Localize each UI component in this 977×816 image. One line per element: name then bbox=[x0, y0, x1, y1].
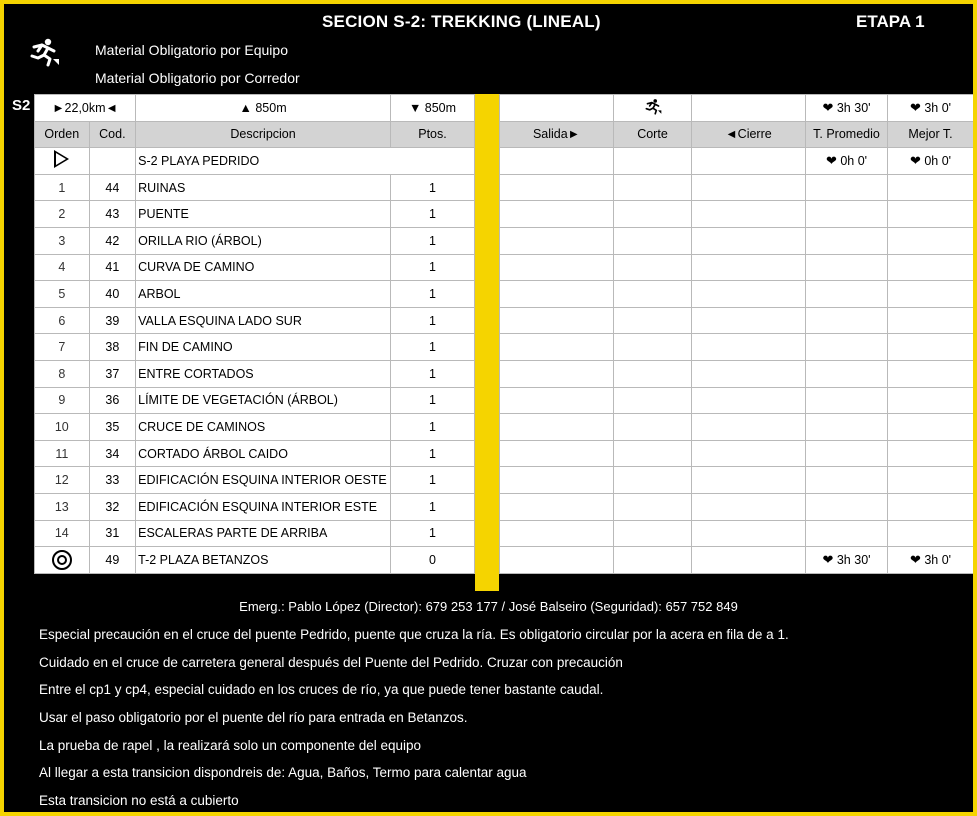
timing-cell bbox=[692, 254, 806, 281]
timing-row bbox=[500, 334, 974, 361]
timing-cell bbox=[806, 254, 888, 281]
ascent: ▲ 850m bbox=[136, 95, 391, 122]
timing-cell bbox=[500, 414, 614, 441]
heart-icon: ❤ bbox=[909, 99, 921, 115]
timing-cell bbox=[500, 307, 614, 334]
timing-cell bbox=[692, 467, 806, 494]
page-title: SECION S-2: TREKKING (LINEAL) bbox=[322, 12, 601, 31]
timing-row bbox=[500, 254, 974, 281]
timing-row bbox=[500, 493, 974, 520]
timing-cell bbox=[888, 174, 974, 201]
col-code: Cod. bbox=[89, 121, 136, 148]
col-start-time: Salida► bbox=[500, 121, 614, 148]
table-row bbox=[35, 493, 475, 520]
timing-cell bbox=[614, 254, 692, 281]
timing-cell bbox=[692, 493, 806, 520]
table-row bbox=[35, 254, 475, 281]
timing-cell bbox=[614, 467, 692, 494]
timing-cell bbox=[500, 387, 614, 414]
row-code: 34 bbox=[89, 440, 136, 467]
table-row bbox=[35, 201, 475, 228]
row-description: LÍMITE DE VEGETACIÓN (ÁRBOL) bbox=[136, 387, 391, 414]
timing-cell bbox=[692, 281, 806, 308]
row-code: 40 bbox=[89, 281, 136, 308]
timing-cell bbox=[806, 387, 888, 414]
timing-cell bbox=[888, 414, 974, 441]
heart-icon: ❤ bbox=[822, 99, 834, 115]
timing-cell bbox=[888, 493, 974, 520]
row-order: 11 bbox=[35, 440, 90, 467]
row-code: 36 bbox=[89, 387, 136, 414]
timing-row bbox=[500, 467, 974, 494]
timing-cell bbox=[888, 281, 974, 308]
note-line: Al llegar a esta transicion dispondreis de: Agua, Baños, Termo para calentar agua bbox=[39, 765, 527, 781]
row-code: 32 bbox=[89, 493, 136, 520]
timing-cell bbox=[888, 307, 974, 334]
finish-points: 0 bbox=[391, 547, 475, 574]
timing-cell bbox=[500, 360, 614, 387]
emergency-contacts: Emerg.: Pablo López (Director): 679 253 177 / José Balseiro (Seguridad): 657 752 849 bbox=[239, 599, 738, 614]
timing-cell bbox=[806, 201, 888, 228]
left-header-row bbox=[35, 121, 475, 148]
note-line: Esta transicion no está a cubierto bbox=[39, 793, 239, 809]
timing-table bbox=[499, 94, 974, 574]
timing-cell bbox=[692, 440, 806, 467]
timing-cell bbox=[500, 467, 614, 494]
timing-cell bbox=[500, 520, 614, 547]
timing-cell bbox=[500, 334, 614, 361]
timing-cell bbox=[692, 201, 806, 228]
stage-label: ETAPA 1 bbox=[856, 12, 925, 31]
material-team: Material Obligatorio por Equipo bbox=[95, 42, 288, 58]
row-code: 33 bbox=[89, 467, 136, 494]
timing-cell bbox=[614, 360, 692, 387]
timing-row bbox=[500, 414, 974, 441]
table-row bbox=[35, 334, 475, 361]
row-description: EDIFICACIÓN ESQUINA INTERIOR ESTE bbox=[136, 493, 391, 520]
timing-row bbox=[500, 307, 974, 334]
timing-cell bbox=[806, 467, 888, 494]
note-line: Entre el cp1 y cp4, especial cuidado en los cruces de río, ya que puede tener bastante caudal. bbox=[39, 682, 604, 698]
row-description: RUINAS bbox=[136, 174, 391, 201]
timing-cell bbox=[888, 387, 974, 414]
finish-icon bbox=[35, 547, 90, 574]
finish-timing-row: ❤ 3h 30' ❤ 3h 0' bbox=[500, 547, 974, 574]
descent: ▼ 850m bbox=[391, 95, 475, 122]
timing-row bbox=[500, 201, 974, 228]
timing-cell bbox=[614, 281, 692, 308]
section-code: S2 bbox=[12, 97, 31, 114]
row-points: 1 bbox=[391, 227, 475, 254]
table-row bbox=[35, 467, 475, 494]
row-description: ARBOL bbox=[136, 281, 391, 308]
timing-cell bbox=[806, 174, 888, 201]
timing-cell bbox=[806, 493, 888, 520]
note-line: Especial precaución en el cruce del puente Pedrido, puente que cruza la ría. Es obligatorio circular por la acera en fila de a 1. bbox=[39, 627, 789, 642]
col-close: ◄Cierre bbox=[692, 121, 806, 148]
timing-cell bbox=[614, 440, 692, 467]
timing-cell bbox=[888, 520, 974, 547]
timing-cell bbox=[692, 414, 806, 441]
timing-cell bbox=[692, 387, 806, 414]
right-summary-row bbox=[500, 95, 974, 122]
heart-icon: ❤ bbox=[822, 551, 834, 567]
finish-code: 49 bbox=[89, 547, 136, 574]
timing-cell bbox=[614, 414, 692, 441]
note-line: La prueba de rapel , la realizará solo un componente del equipo bbox=[39, 737, 422, 753]
table-row bbox=[35, 307, 475, 334]
table-row bbox=[35, 174, 475, 201]
checkpoint-table bbox=[34, 94, 475, 574]
start-timing-row: ❤ 0h 0' ❤ 0h 0' bbox=[500, 148, 974, 175]
row-description: CRUCE DE CAMINOS bbox=[136, 414, 391, 441]
timing-cell bbox=[614, 520, 692, 547]
timing-cell bbox=[500, 281, 614, 308]
col-order: Orden bbox=[35, 121, 90, 148]
timing-cell bbox=[888, 334, 974, 361]
timing-row bbox=[500, 281, 974, 308]
timing-cell bbox=[500, 440, 614, 467]
table-row bbox=[35, 360, 475, 387]
row-code: 31 bbox=[89, 520, 136, 547]
row-code: 44 bbox=[89, 174, 136, 201]
table-row bbox=[35, 414, 475, 441]
timing-cell bbox=[614, 227, 692, 254]
row-description: EDIFICACIÓN ESQUINA INTERIOR OESTE bbox=[136, 467, 391, 494]
row-points: 1 bbox=[391, 334, 475, 361]
row-order: 1 bbox=[35, 174, 90, 201]
runner-icon bbox=[614, 95, 692, 122]
row-points: 1 bbox=[391, 440, 475, 467]
timing-cell bbox=[692, 334, 806, 361]
row-code: 38 bbox=[89, 334, 136, 361]
timing-row bbox=[500, 227, 974, 254]
row-order: 12 bbox=[35, 467, 90, 494]
timing-cell bbox=[806, 227, 888, 254]
summary-time-best: ❤ 3h 0' bbox=[888, 95, 974, 122]
timing-cell bbox=[806, 440, 888, 467]
row-points: 1 bbox=[391, 201, 475, 228]
table-row bbox=[35, 227, 475, 254]
start-icon bbox=[35, 148, 90, 175]
heart-icon: ❤ bbox=[909, 551, 921, 567]
timing-cell bbox=[888, 467, 974, 494]
row-description: FIN DE CAMINO bbox=[136, 334, 391, 361]
row-order: 10 bbox=[35, 414, 90, 441]
col-points: Ptos. bbox=[391, 121, 475, 148]
material-runner: Material Obligatorio por Corredor bbox=[95, 70, 300, 86]
timing-cell bbox=[888, 360, 974, 387]
distance: ►22,0km◄ bbox=[35, 95, 136, 122]
row-order: 6 bbox=[35, 307, 90, 334]
row-points: 1 bbox=[391, 493, 475, 520]
notes-list bbox=[39, 626, 789, 816]
timing-cell bbox=[806, 307, 888, 334]
timing-cell bbox=[692, 360, 806, 387]
timing-cell bbox=[614, 201, 692, 228]
timing-cell bbox=[888, 254, 974, 281]
timing-cell bbox=[806, 334, 888, 361]
row-points: 1 bbox=[391, 254, 475, 281]
row-order: 7 bbox=[35, 334, 90, 361]
timing-cell bbox=[692, 307, 806, 334]
timing-cell bbox=[692, 227, 806, 254]
summary-time-average: ❤ 3h 30' bbox=[806, 95, 888, 122]
row-code: 42 bbox=[89, 227, 136, 254]
timing-cell bbox=[806, 520, 888, 547]
row-order: 13 bbox=[35, 493, 90, 520]
timing-cell bbox=[614, 307, 692, 334]
finish-description: T-2 PLAZA BETANZOS bbox=[136, 547, 391, 574]
timing-cell bbox=[500, 174, 614, 201]
timing-cell bbox=[500, 493, 614, 520]
right-header-row bbox=[500, 121, 974, 148]
timing-cell bbox=[692, 520, 806, 547]
timing-cell bbox=[500, 227, 614, 254]
row-order: 14 bbox=[35, 520, 90, 547]
row-order: 9 bbox=[35, 387, 90, 414]
timing-cell bbox=[806, 414, 888, 441]
row-order: 8 bbox=[35, 360, 90, 387]
row-code: 39 bbox=[89, 307, 136, 334]
timing-cell bbox=[806, 281, 888, 308]
timing-cell bbox=[888, 440, 974, 467]
timing-row bbox=[500, 387, 974, 414]
start-row bbox=[35, 148, 475, 175]
timing-cell bbox=[500, 254, 614, 281]
timing-row bbox=[500, 440, 974, 467]
timing-cell bbox=[500, 201, 614, 228]
timing-row bbox=[500, 360, 974, 387]
timing-row bbox=[500, 520, 974, 547]
row-order: 5 bbox=[35, 281, 90, 308]
note-line: Usar el paso obligatorio por el puente del río para entrada en Betanzos. bbox=[39, 710, 468, 726]
timing-cell bbox=[614, 334, 692, 361]
col-cutoff: Corte bbox=[614, 121, 692, 148]
row-points: 1 bbox=[391, 387, 475, 414]
runner-icon bbox=[26, 37, 62, 67]
timing-cell bbox=[692, 174, 806, 201]
row-description: ENTRE CORTADOS bbox=[136, 360, 391, 387]
row-code: 43 bbox=[89, 201, 136, 228]
start-description: S-2 PLAYA PEDRIDO bbox=[136, 148, 475, 175]
col-average-time: T. Promedio bbox=[806, 121, 888, 148]
timing-cell bbox=[888, 201, 974, 228]
timing-cell bbox=[614, 387, 692, 414]
summary-row bbox=[35, 95, 475, 122]
row-description: CURVA DE CAMINO bbox=[136, 254, 391, 281]
row-points: 1 bbox=[391, 174, 475, 201]
row-points: 1 bbox=[391, 307, 475, 334]
timing-row bbox=[500, 174, 974, 201]
table-row bbox=[35, 387, 475, 414]
heart-icon: ❤ bbox=[909, 152, 921, 168]
row-order: 2 bbox=[35, 201, 90, 228]
table-row bbox=[35, 520, 475, 547]
row-description: ORILLA RIO (ÁRBOL) bbox=[136, 227, 391, 254]
row-description: ESCALERAS PARTE DE ARRIBA bbox=[136, 520, 391, 547]
divider-bar bbox=[475, 94, 499, 591]
row-points: 1 bbox=[391, 467, 475, 494]
row-description: VALLA ESQUINA LADO SUR bbox=[136, 307, 391, 334]
row-code: 41 bbox=[89, 254, 136, 281]
row-description: PUENTE bbox=[136, 201, 391, 228]
heart-icon: ❤ bbox=[825, 152, 837, 168]
row-points: 1 bbox=[391, 414, 475, 441]
timing-cell bbox=[614, 174, 692, 201]
note-line: Cuidado en el cruce de carretera general después del Puente del Pedrido. Cruzar con precaución bbox=[39, 654, 623, 670]
finish-row bbox=[35, 547, 475, 574]
col-description: Descripcion bbox=[136, 121, 391, 148]
row-order: 4 bbox=[35, 254, 90, 281]
row-points: 1 bbox=[391, 520, 475, 547]
row-points: 1 bbox=[391, 360, 475, 387]
row-code: 37 bbox=[89, 360, 136, 387]
table-row bbox=[35, 281, 475, 308]
timing-cell bbox=[888, 227, 974, 254]
row-description: CORTADO ÁRBOL CAIDO bbox=[136, 440, 391, 467]
row-order: 3 bbox=[35, 227, 90, 254]
row-points: 1 bbox=[391, 281, 475, 308]
col-best-time: Mejor T. bbox=[888, 121, 974, 148]
timing-cell bbox=[806, 360, 888, 387]
timing-cell bbox=[614, 493, 692, 520]
table-row bbox=[35, 440, 475, 467]
row-code: 35 bbox=[89, 414, 136, 441]
